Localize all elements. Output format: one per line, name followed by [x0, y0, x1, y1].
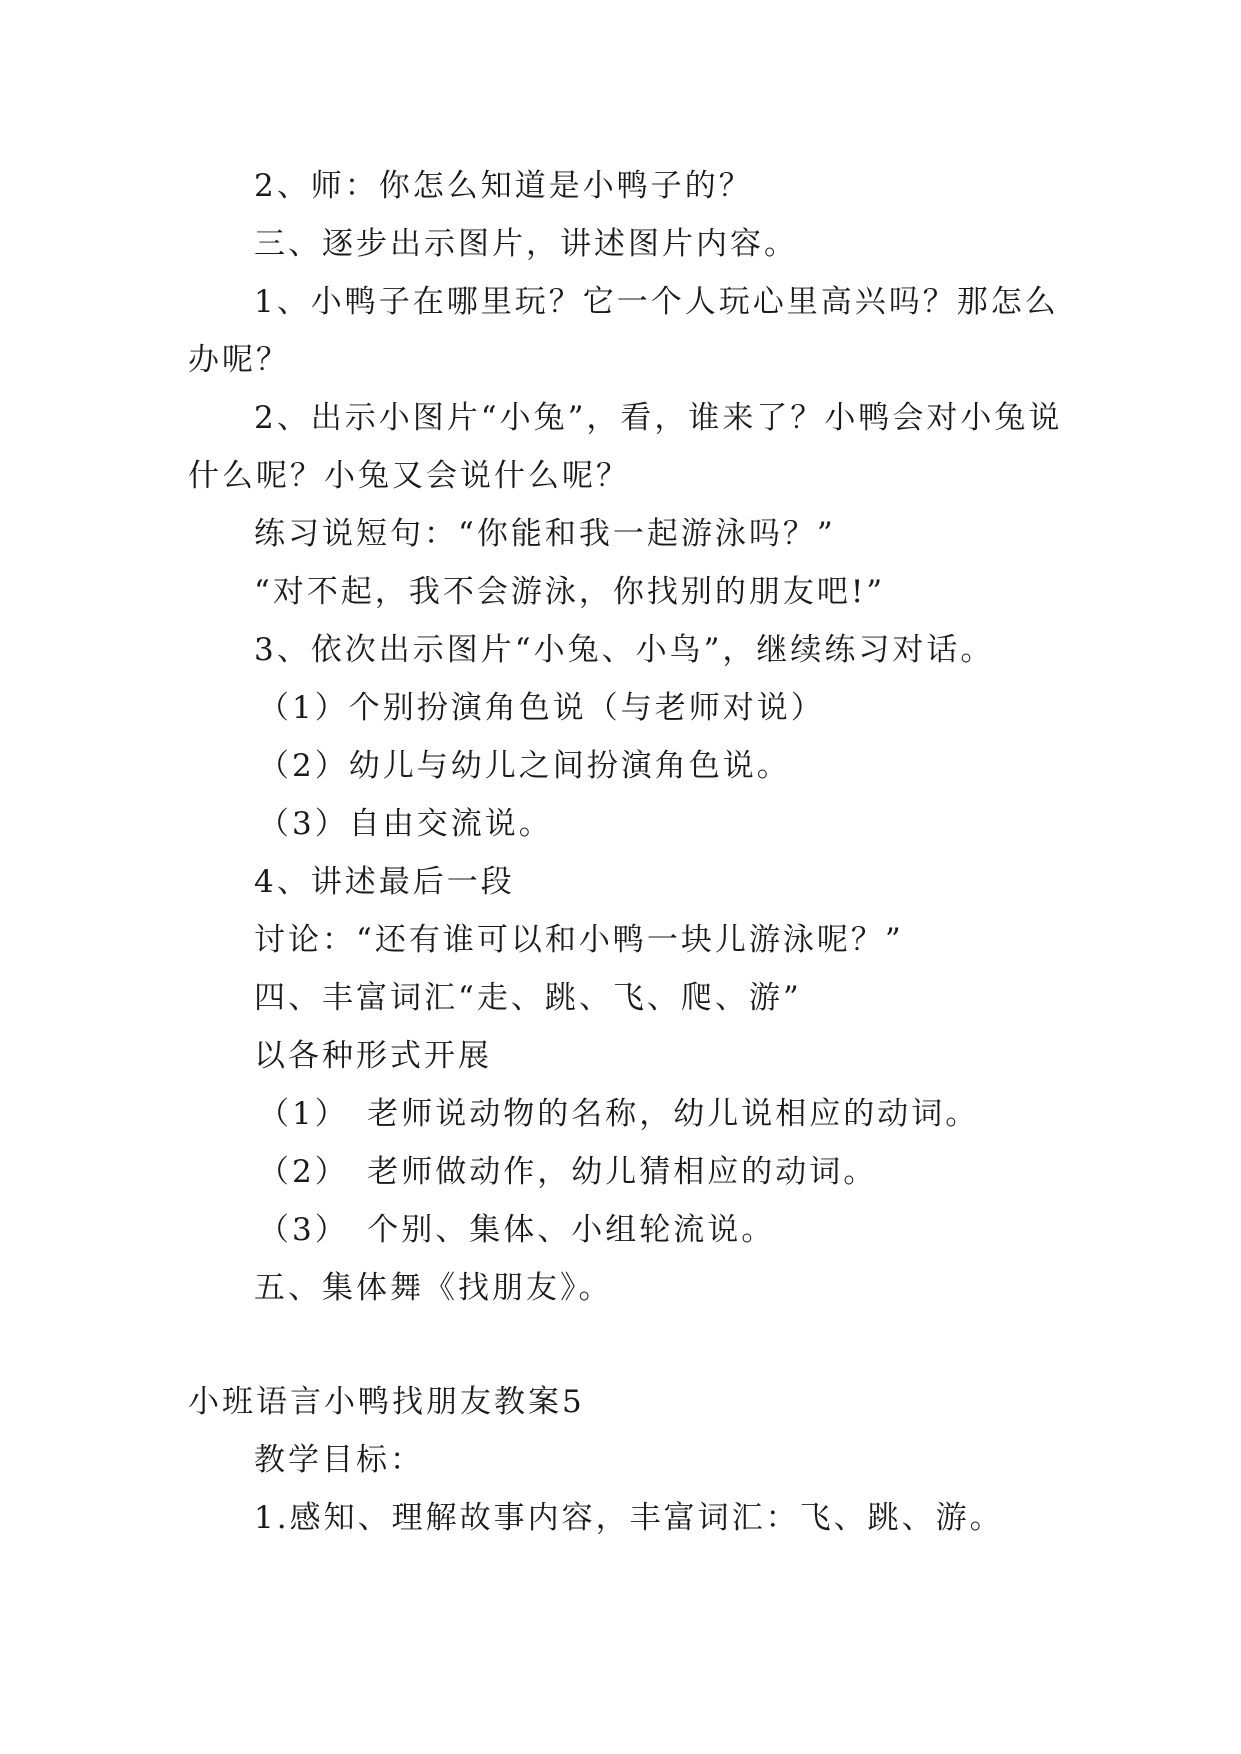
text-line: 练习说短句：“你能和我一起游泳吗？” [254, 516, 836, 552]
text-line: 2、师：你怎么知道是小鸭子的？ [254, 168, 753, 204]
text-line: 1.感知、理解故事内容，丰富词汇：飞、跳、游。 [254, 1500, 1004, 1536]
list-item: （2）幼儿与幼儿之间扮演角色说。 [258, 748, 791, 784]
section-heading: 四、丰富词汇“走、跳、飞、爬、游” [254, 980, 802, 1016]
text-line: 教学目标： [254, 1442, 424, 1478]
text-line: 以各种形式开展 [254, 1038, 492, 1074]
text-line: “对不起，我不会游泳，你找别的朋友吧!” [254, 574, 886, 610]
text-line: 3、依次出示图片“小兔、小鸟”，继续练习对话。 [254, 632, 995, 668]
list-item: （3） 个别、集体、小组轮流说。 [258, 1212, 776, 1248]
document-title: 小班语言小鸭找朋友教案5 [188, 1384, 585, 1420]
list-item: （3）自由交流说。 [258, 806, 553, 842]
list-item: （1）个别扮演角色说（与老师对说） [258, 690, 825, 726]
text-line: 什么呢？小兔又会说什么呢？ [188, 458, 630, 494]
text-line: 办呢？ [188, 342, 290, 378]
text-line: 4、讲述最后一段 [254, 864, 515, 900]
text-line: 讨论：“还有谁可以和小鸭一块儿游泳呢？” [254, 922, 904, 958]
text-line: 2、出示小图片“小兔”，看，谁来了？小鸭会对小兔说 [254, 400, 1063, 436]
text-line: 1、小鸭子在哪里玩？它一个人玩心里高兴吗？那怎么 [254, 284, 1059, 320]
section-heading: 三、逐步出示图片，讲述图片内容。 [254, 226, 798, 262]
list-item: （2） 老师做动作，幼儿猜相应的动词。 [258, 1154, 878, 1190]
list-item: （1） 老师说动物的名称，幼儿说相应的动词。 [258, 1096, 980, 1132]
section-heading: 五、集体舞《找朋友》。 [254, 1270, 613, 1306]
